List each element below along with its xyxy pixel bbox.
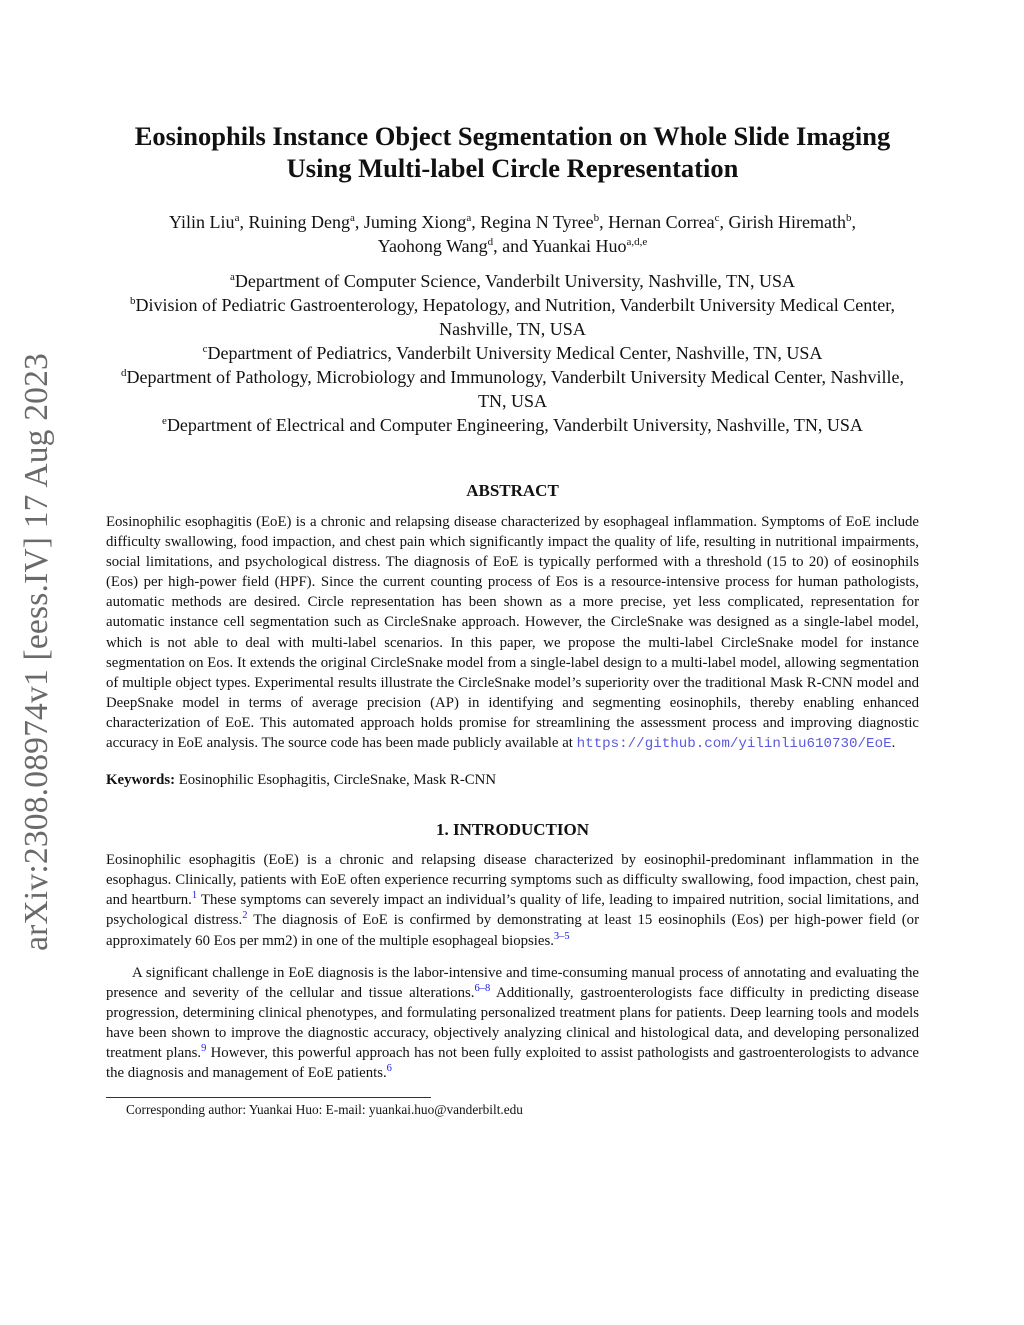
author: Ruining Deng$^a$ bbox=[248, 212, 355, 232]
keywords-label: Keywords: bbox=[106, 772, 176, 789]
intro-paragraph-2: A significant challenge in EoE diagnosis is the labor-intensive and time-consuming manual process of annotating and evaluating the presence and severity of the cellular and tissue alterations.$^{6-8}$ Additionally, gastroenterologists face difficulty in predicting disease progression, determining clinical phenotypes, and formulating personalized treatment plans for patients. Deep learning tools and models have been shown to improve the diagnostic accuracy, objectively analyzing clinical and histological data, and developing personalized treatment plans.$^9$ However, this powerful approach has not been fully exploited to assist pathologists and gastroenterologists to advance the diagnosis and management of EoE patients.$^6$ bbox=[106, 964, 919, 1082]
author: Yaohong Wang$^d$ bbox=[377, 236, 494, 256]
citation-link[interactable]: 2 bbox=[242, 910, 248, 922]
citation-link[interactable]: 6 bbox=[386, 1063, 392, 1075]
author: Juming Xiong$^a$ bbox=[363, 212, 472, 232]
citation-link[interactable]: 6–8 bbox=[474, 982, 491, 994]
arxiv-identifier: arXiv:2308.08974v1 [eess.IV] 17 Aug 2023 bbox=[18, 353, 55, 951]
citation-link[interactable]: 3–5 bbox=[553, 930, 570, 942]
title-line-1: Eosinophils Instance Object Segmentation on Whole Slide Imaging bbox=[134, 121, 891, 151]
keywords-text: Eosinophilic Esophagitis, CircleSnake, Mask R-CNN bbox=[175, 772, 497, 789]
abstract-heading: ABSTRACT bbox=[466, 481, 559, 500]
affiliation: $^a$Department of Computer Science, Vanderbilt University, Nashville, TN, USA bbox=[230, 271, 795, 291]
source-code-link[interactable]: https://github.com/yilinliu610730/EoE bbox=[576, 736, 892, 753]
paper-title bbox=[106, 118, 919, 184]
citation-link[interactable]: 9 bbox=[201, 1043, 207, 1055]
author: Yilin Liu$^a$ bbox=[169, 212, 240, 232]
paper-page bbox=[106, 118, 919, 1119]
author: Hernan Correa$^c$ bbox=[608, 212, 720, 232]
author-line-1: Yilin Liu$^a$, Ruining Deng$^a$, Juming Xiong$^a$, Regina N Tyree$^b$, Hernan Correa$^c$, Girish Hiremath$^b$, bbox=[169, 212, 856, 232]
author-line-2: Yaohong Wang$^d$, and Yuankai Huo$^{a,d,e}$ bbox=[377, 236, 648, 256]
author: Regina N Tyree$^b$ bbox=[480, 212, 600, 232]
footnote-divider bbox=[106, 1097, 431, 1098]
intro-paragraph-1: Eosinophilic esophagitis (EoE) is a chronic and relapsing disease characterized by eosinophil-predominant inflammation in the esophagus. Clinically, patients with EoE often experience recurring symptoms such as difficulty swallowing, food impaction, chest pain, and heartburn.$^1$ These symptoms can severely impact an individual’s quality of life, leading to impaired nutrition, social limitations, and psychological distress.$^2$ The diagnosis of EoE is confirmed by demonstrating at least 15 eosinophils (Eos) per high-power field (or approximately 60 Eos per mm2) in one of the multiple esophageal biopsies.$^{3-5}$ bbox=[106, 852, 919, 949]
affiliation: $^d$Department of Pathology, Microbiology and Immunology, Vanderbilt University Medical Center, Nashville, TN, USA bbox=[121, 367, 904, 411]
author: Yuankai Huo$^{a,d,e}$ bbox=[531, 236, 648, 256]
corresponding-author-footnote: Corresponding author: Yuankai Huo: E-mail: yuankai.huo@vanderbilt.edu bbox=[126, 1102, 523, 1118]
author: Girish Hiremath$^b$ bbox=[728, 212, 852, 232]
affiliation-list bbox=[106, 269, 919, 437]
arxiv-sidebar bbox=[14, 346, 60, 958]
citation-link[interactable]: 1 bbox=[191, 890, 198, 902]
affiliation: $^b$Division of Pediatric Gastroenterology, Hepatology, and Nutrition, Vanderbilt University Medical Center, Nashville, TN, USA bbox=[130, 295, 895, 339]
affiliation: $^e$Department of Electrical and Computer Engineering, Vanderbilt University, Nashville, TN, USA bbox=[162, 415, 863, 435]
abstract-body: Eosinophilic esophagitis (EoE) is a chronic and relapsing disease characterized by esophageal inflammation. Symptoms of EoE include difficulty swallowing, food impaction, and chest pain which significantly impact the quality of life, resulting in nutritional impairments, social limitations, and psychological distress. The diagnosis of EoE is typically performed with a threshold (15 to 20) of eosinophils (Eos) per high-power field (HPF). Since the current counting process of Eos is a resource-intensive process for human pathologists, automatic methods are desired. Circle representation has been shown as a more precise, yet less complicated, representation for automatic instance cell segmentation such as CircleSnake approach. However, the CircleSnake was designed as a single-label model, which is not able to deal with multi-label scenarios. In this paper, we propose the multi-label CircleSnake model for instance segmentation on Eos. It extends the original CircleSnake model from a single-label design to a multi-label model, allowing segmentation of multiple object types. Experimental results illustrate the CircleSnake model’s superiority over the traditional Mask R-CNN model and DeepSnake model in terms of average precision (AP) in identifying and segmenting eosinophils, thereby enabling enhanced characterization of EoE. This automated approach holds promise for streamlining the assessment process and improving diagnostic accuracy in EoE analysis. The source code has been made publicly available at https://github.com/yilinliu610730/EoE. bbox=[106, 514, 919, 753]
author-list bbox=[106, 210, 919, 258]
keywords bbox=[106, 770, 919, 790]
introduction-heading: 1. INTRODUCTION bbox=[435, 820, 590, 840]
affiliation: $^c$Department of Pediatrics, Vanderbilt University Medical Center, Nashville, TN, USA bbox=[202, 343, 823, 363]
title-line-2: Using Multi-label Circle Representation bbox=[286, 153, 739, 183]
